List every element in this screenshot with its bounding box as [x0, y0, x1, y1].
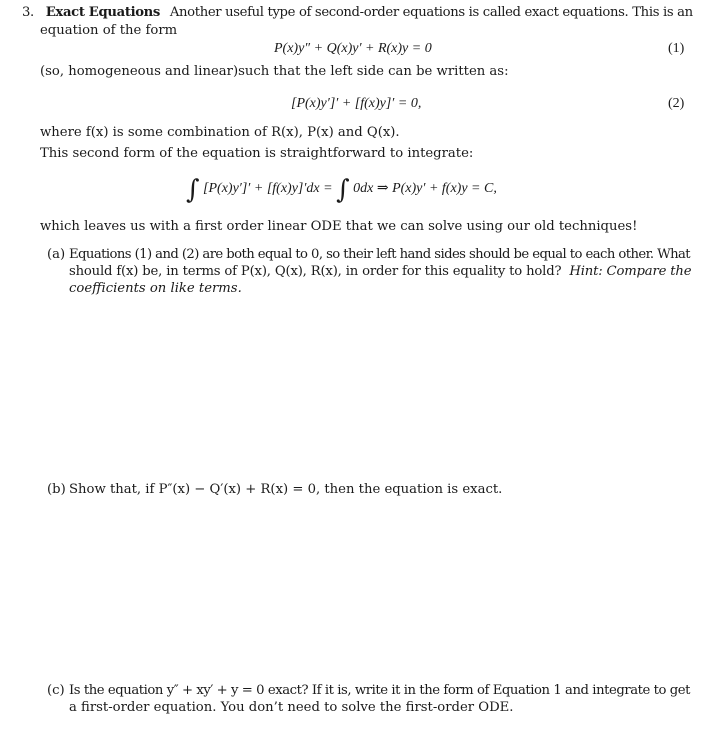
part-a-line-3: coefficients on like terms.	[69, 281, 242, 296]
integral-symbol-right: ∫	[336, 175, 350, 205]
equation-3-right: 0dx ⇒ P(x)y′ + f(x)y = C,	[353, 181, 497, 196]
part-a-question: should f(x) be, in terms of P(x), Q(x), R(x), in order for this equality to hold?	[69, 264, 562, 279]
part-c-line-1: Is the equation y″ + xy′ + y = 0 exact? If it is, write it in the form of Equation 1 and integrate to get	[69, 683, 690, 698]
second-form-line: This second form of the equation is straightforward to integrate:	[40, 146, 474, 161]
part-a-line-1: Equations (1) and (2) are both equal to 0, so their left hand sides should be equal to each other. What	[69, 247, 691, 262]
equation-1: P(x)y″ + Q(x)y′ + R(x)y = 0	[274, 41, 432, 56]
equation-1-label: (1)	[668, 41, 685, 56]
part-b-text: Show that, if P″(x) − Q′(x) + R(x) = 0, then the equation is exact.	[69, 482, 503, 497]
problem-title: Exact Equations	[45, 5, 160, 20]
after-eq1-text: (so, homogeneous and linear)such that the left side can be written as:	[40, 64, 509, 79]
intro-line-1: Another useful type of second-order equations is called exact equations. This is an	[169, 5, 693, 20]
problem-header	[22, 4, 693, 21]
part-a-line-2	[69, 263, 691, 280]
part-c-label: (c)	[47, 683, 65, 698]
part-a-label: (a)	[47, 247, 66, 262]
integral-symbol-left: ∫	[186, 175, 200, 205]
equation-3-left: [P(x)y′]′ + [f(x)y]′dx =	[203, 181, 333, 196]
leaves-line: which leaves us with a first order linear ODE that we can solve using our old techniques!	[40, 219, 638, 234]
part-c-line-2: a first-order equation. You don’t need to solve the first-order ODE.	[69, 700, 514, 715]
part-b-label: (b)	[47, 482, 66, 497]
intro-line-2: equation of the form	[40, 23, 178, 38]
equation-2-label: (2)	[668, 96, 685, 111]
problem-number: 3.	[22, 5, 34, 20]
where-line: where f(x) is some combination of R(x), P(x) and Q(x).	[40, 125, 400, 140]
part-a-hint-label: Hint:	[569, 264, 603, 279]
equation-2: [P(x)y′]′ + [f(x)y]′ = 0,	[291, 96, 422, 111]
equation-3	[186, 175, 497, 205]
part-a-hint-text: Compare the	[606, 264, 692, 279]
